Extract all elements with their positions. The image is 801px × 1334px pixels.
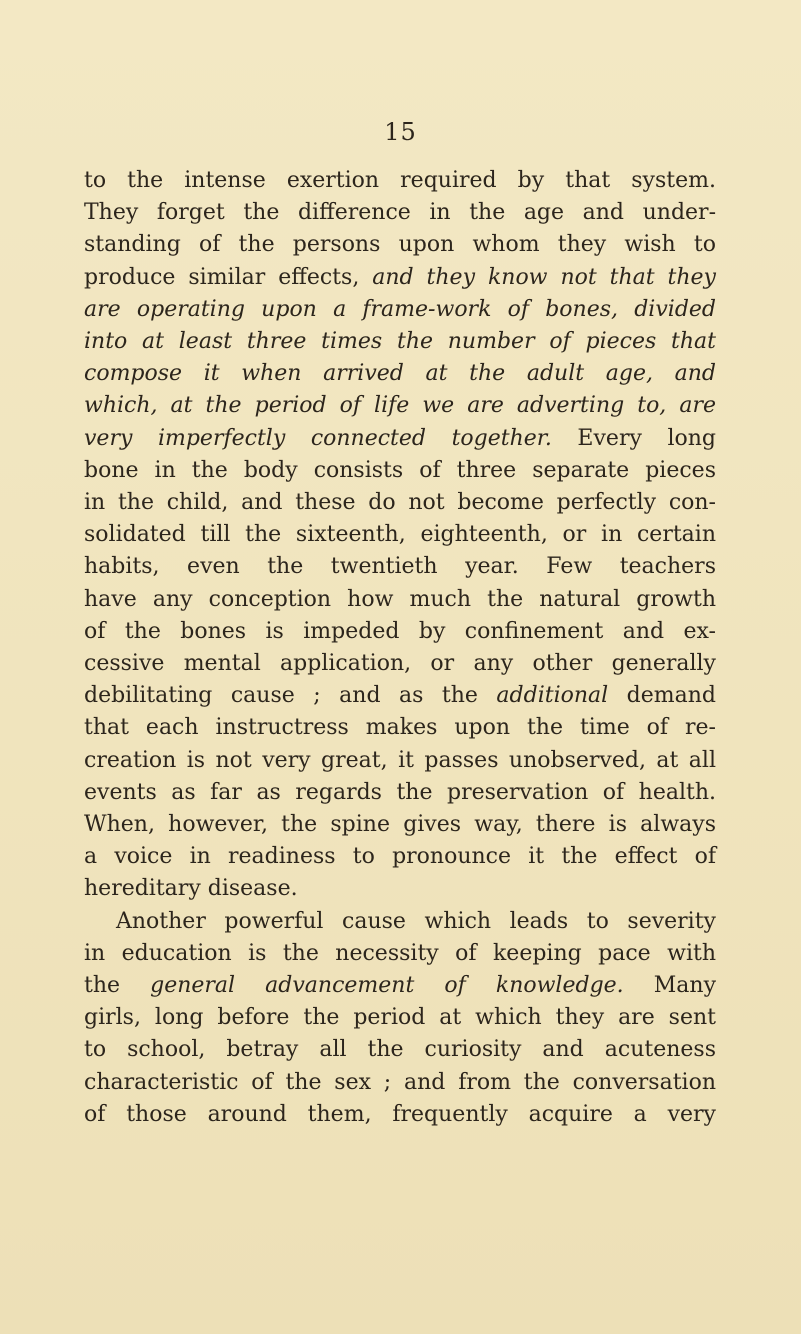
text-segment: cessive mental application, or any other generally — [84, 651, 716, 677]
text-line — [84, 970, 716, 1002]
text-segment: demand — [608, 683, 716, 709]
text-segment: to the intense exertion required by that system. — [84, 168, 716, 193]
italic-text: general advancement of knowledge. — [150, 973, 624, 999]
text-segment: a voice in readiness to pronounce it the effect of — [84, 844, 716, 870]
text-line — [84, 197, 716, 229]
text-segment: Another powerful cause which leads to severity — [116, 908, 716, 934]
text-segment: hereditary disease. — [84, 876, 298, 902]
text-line — [84, 841, 716, 873]
text-line — [84, 358, 716, 390]
text-line — [84, 584, 716, 616]
text-line — [84, 938, 716, 970]
text-line — [84, 326, 716, 358]
text-line — [84, 616, 716, 648]
text-line — [84, 455, 716, 487]
text-segment: the — [84, 973, 151, 999]
text-segment: habits, even the twentieth year. Few teachers — [84, 554, 716, 580]
text-segment: standing of the persons upon whom they wish to — [84, 232, 716, 258]
text-line — [84, 873, 716, 905]
italic-text: additional — [496, 683, 609, 709]
text-line — [84, 294, 716, 326]
page-number: 15 — [384, 118, 417, 146]
text-segment: Many — [623, 973, 716, 999]
text-line — [84, 390, 716, 422]
text-segment: of the bones is impeded by confinement and ex- — [84, 618, 716, 644]
text-line — [84, 648, 716, 680]
text-line — [84, 262, 716, 294]
text-segment: bone in the body consists of three separate pieces — [84, 457, 716, 483]
text-line — [84, 1099, 716, 1131]
text-line — [84, 165, 716, 197]
text-segment: When, however, the spine gives way, there is always — [84, 812, 716, 838]
text-segment: characteristic of the sex ; and from the conversation — [84, 1069, 716, 1095]
text-segment: of those around them, frequently acquire a very — [84, 1101, 716, 1127]
text-segment: girls, long before the period at which they are sent — [84, 1005, 716, 1031]
text-line — [84, 423, 716, 455]
body-text — [84, 165, 716, 1131]
text-segment: Every long — [551, 425, 716, 451]
italic-text: and they know not that they — [372, 264, 716, 290]
text-line — [84, 519, 716, 551]
italic-text: into at least three times the number of pieces that — [84, 329, 716, 355]
text-segment: solidated till the sixteenth, eighteenth, or in certain — [84, 522, 716, 548]
text-line — [84, 712, 716, 744]
text-line — [84, 745, 716, 777]
text-segment: They forget the difference in the age and under- — [84, 200, 716, 226]
italic-text: which, at the period of life we are adverting to, are — [84, 393, 716, 419]
text-line — [84, 777, 716, 809]
text-line — [84, 809, 716, 841]
italic-text: compose it when arrived at the adult age, and — [84, 361, 716, 387]
text-line — [84, 1034, 716, 1066]
text-line — [84, 906, 716, 938]
text-line — [84, 680, 716, 712]
text-segment: events as far as regards the preservation of health. — [84, 779, 716, 805]
text-line — [84, 487, 716, 519]
text-segment: in the child, and these do not become perfectly con- — [84, 490, 716, 516]
text-line — [84, 1067, 716, 1099]
text-line — [84, 229, 716, 261]
text-segment: that each instructress makes upon the time of re- — [84, 715, 716, 741]
text-segment: to school, betray all the curiosity and acuteness — [84, 1037, 716, 1063]
text-segment: produce similar effects, — [84, 264, 373, 290]
text-line — [84, 551, 716, 583]
italic-text: are operating upon a frame-work of bones, divided — [84, 296, 716, 322]
text-segment: in education is the necessity of keeping pace with — [84, 940, 716, 966]
text-segment: debilitating cause ; and as the — [84, 683, 497, 709]
text-line — [84, 1002, 716, 1034]
italic-text: very imperfectly connected together. — [84, 425, 552, 451]
text-segment: have any conception how much the natural growth — [84, 586, 716, 612]
text-segment: creation is not very great, it passes unobserved, at all — [84, 747, 716, 773]
